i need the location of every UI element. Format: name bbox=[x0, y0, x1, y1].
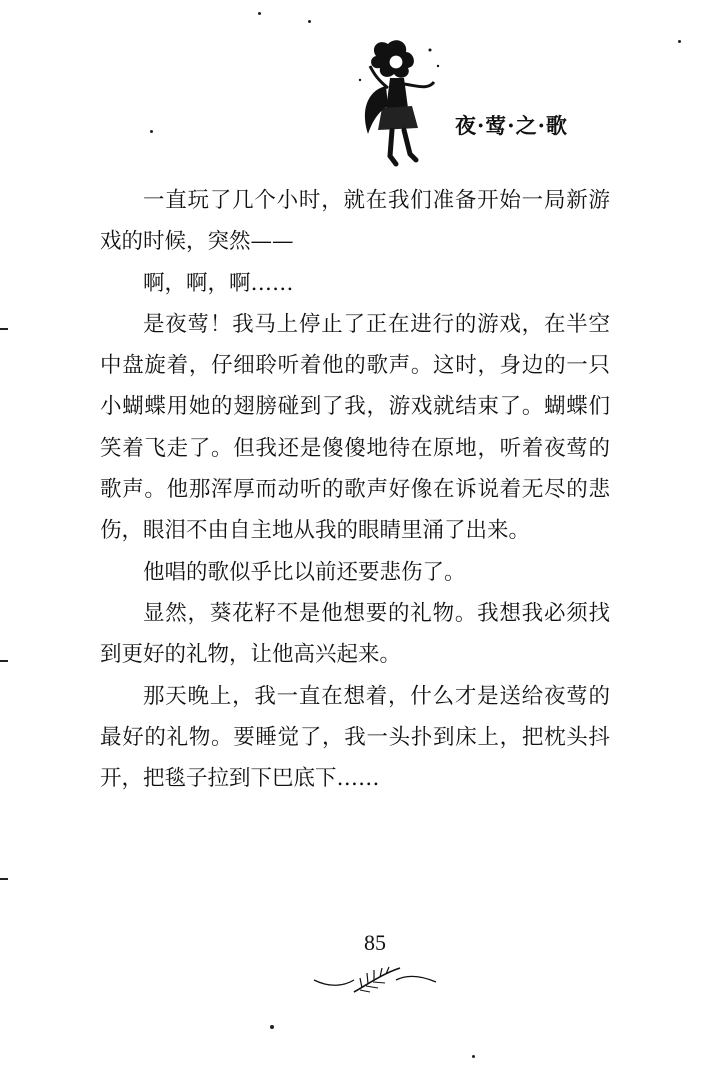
page-footer bbox=[300, 930, 450, 1010]
ink-speck bbox=[150, 130, 153, 133]
paragraph: 是夜莺！我马上停止了正在进行的游戏，在半空中盘旋着，仔细聆听着他的歌声。这时，身边的一只小蝴蝶用她的翅膀碰到了我，游戏就结束了。蝴蝶们笑着飞走了。但我还是傻傻地待在原地，听着夜莺的歌声。他那浑厚而动听的歌声好像在诉说着无尽的悲伤，眼泪不由自主地从我的眼睛里涌了出来。 bbox=[100, 311, 610, 544]
ink-speck bbox=[678, 40, 681, 43]
ink-speck bbox=[472, 1055, 475, 1058]
chapter-title: 夜·莺·之·歌 bbox=[455, 113, 568, 138]
edge-mark bbox=[0, 328, 8, 330]
body-text bbox=[100, 180, 610, 799]
chapter-header bbox=[330, 30, 630, 180]
page-number: 85 bbox=[364, 930, 386, 955]
ink-speck bbox=[258, 12, 261, 15]
edge-mark bbox=[0, 660, 8, 662]
paragraph: 那天晚上，我一直在想着，什么才是送给夜莺的最好的礼物。要睡觉了，我一头扑到床上，把枕头抖开，把毯子拉到下巴底下…… bbox=[100, 683, 610, 792]
paragraph: 一直玩了几个小时，就在我们准备开始一局新游戏的时候，突然—— bbox=[100, 188, 610, 255]
feather-flourish-ornament bbox=[310, 960, 440, 1000]
fairy-girl-illustration bbox=[348, 30, 448, 180]
edge-mark bbox=[0, 878, 8, 880]
ink-speck bbox=[270, 1025, 274, 1029]
paragraph: 显然，葵花籽不是他想要的礼物。我想我必须找到更好的礼物，让他高兴起来。 bbox=[100, 600, 610, 668]
ink-speck bbox=[308, 20, 311, 23]
paragraph: 啊，啊，啊…… bbox=[143, 270, 294, 296]
paragraph: 他唱的歌似乎比以前还要悲伤了。 bbox=[143, 559, 466, 585]
